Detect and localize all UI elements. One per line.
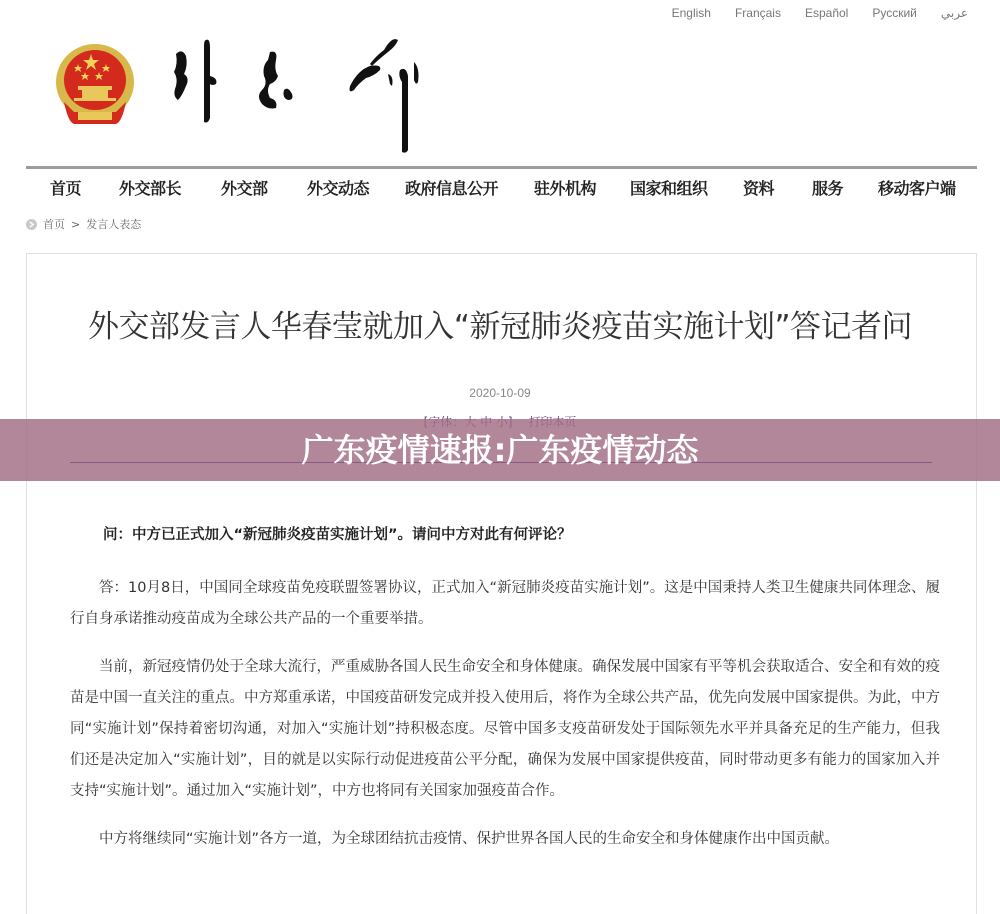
overlay-banner-text: 广东疫情速报:广东疫情动态: [301, 431, 699, 469]
language-bar: [648, 5, 968, 21]
nav-item-minister[interactable]: 外交部长: [119, 179, 182, 198]
nav-item-ministry[interactable]: 外交部: [221, 179, 268, 198]
lang-french[interactable]: Français: [734, 6, 781, 20]
article-paragraph: 答：10月8日，中国同全球疫苗免疫联盟签署协议，正式加入“新冠肺炎疫苗实施计划”。这是中国秉持人类卫生健康共同体理念、履行自身承诺推动疫苗成为全球公共产品的一个重要举措。: [70, 580, 940, 627]
ministry-calligraphy-logo[interactable]: [170, 26, 430, 154]
breadcrumb-current[interactable]: 发言人表态: [86, 218, 142, 231]
nav-item-gov-info[interactable]: 政府信息公开: [405, 179, 499, 198]
national-emblem-icon[interactable]: [54, 42, 136, 130]
nav-item-diplomatic-news[interactable]: 外交动态: [307, 179, 370, 198]
main-nav: [26, 166, 977, 209]
article-paragraph: 当前，新冠疫情仍处于全球大流行，严重威胁各国人民生命安全和身体健康。确保发展中国家有平等机会获取适合、安全和有效的疫苗是中国一直关注的重点。中方郑重承诺，中国疫苗研发完成并投入使用后，将作为全球公共产品，优先向发展中国家提供。为此，中方同“实施计划”保持着密切沟通，对加入“实施计划”持积极态度。尽管中国多支疫苗研发处于国际领先水平并具备充足的生产能力，但我们还是决定加入“实施计划”，目的就是以实际行动促进疫苗公平分配，确保为发展中国家提供疫苗，同时带动更多有能力的国家加入并支持“实施计划”。通过加入“实施计划”，中方也将同有关国家加强疫苗合作。: [70, 659, 940, 799]
chevron-right-icon: [26, 219, 37, 230]
nav-item-countries-orgs[interactable]: 国家和组织: [630, 179, 708, 198]
lang-english[interactable]: English: [671, 6, 711, 20]
article-body: [70, 520, 940, 872]
nav-item-missions-abroad[interactable]: 驻外机构: [534, 179, 597, 198]
lang-russian[interactable]: Русский: [872, 6, 917, 20]
article-paragraph: 中方将继续同“实施计划”各方一道，为全球团结抗击疫情、保护世界各国人民的生命安全和身体健康作出中国贡献。: [99, 831, 840, 847]
nav-item-services[interactable]: 服务: [812, 179, 844, 198]
article-question: 问：中方已正式加入“新冠肺炎疫苗实施计划”。请问中方对此有何评论？: [103, 527, 572, 543]
nav-item-mobile-client[interactable]: 移动客户端: [878, 179, 956, 198]
breadcrumb: [26, 216, 141, 232]
lang-arabic[interactable]: عربي: [940, 6, 968, 20]
breadcrumb-home[interactable]: 首页: [43, 218, 65, 231]
nav-item-home[interactable]: 首页: [50, 179, 82, 198]
article-title: 外交部发言人华春莹就加入“新冠肺炎疫苗实施计划”答记者问: [87, 308, 913, 345]
article-date: 2020-10-09: [469, 386, 531, 400]
nav-item-resources[interactable]: 资料: [743, 179, 775, 198]
breadcrumb-separator: >: [71, 217, 81, 231]
lang-spanish[interactable]: Español: [804, 6, 849, 20]
